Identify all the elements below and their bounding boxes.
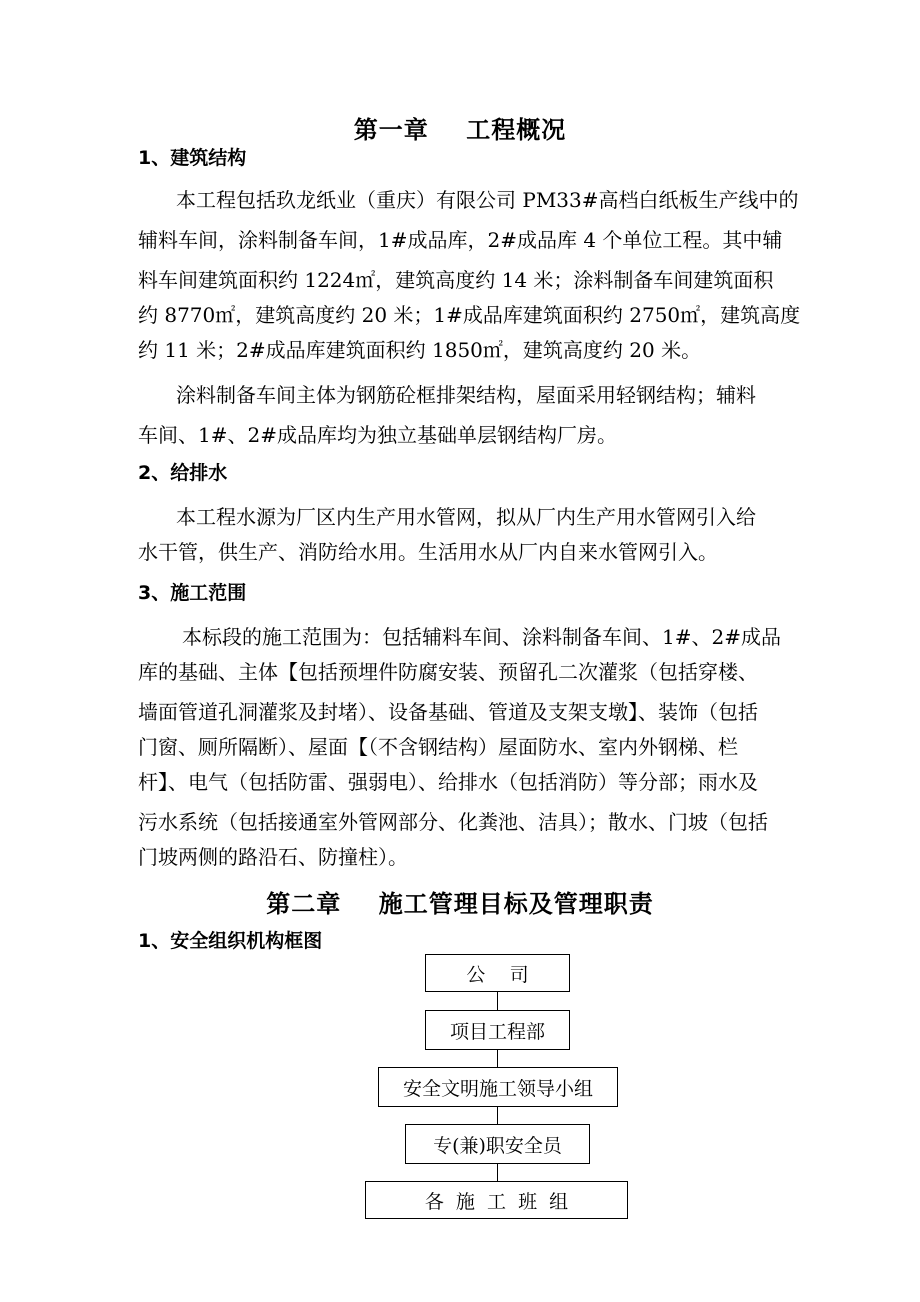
paragraph-line: 本工程包括玖龙纸业（重庆）有限公司 PM33#高档白纸板生产线中的 <box>176 188 799 212</box>
paragraph-line: 污水系统（包括接通室外管网部分、化粪池、洁具）；散水、门坡（包括 <box>138 810 768 834</box>
chapter-1-title: 第一章 工程概况 <box>353 116 567 144</box>
connector-line <box>497 992 498 1010</box>
connector-line <box>497 1050 498 1067</box>
paragraph-line: 水干管，供生产、消防给水用。生活用水从厂内自来水管网引入。 <box>138 540 718 564</box>
org-box-company: 公 司 <box>425 954 570 992</box>
connector-line <box>497 1164 498 1181</box>
connector-line <box>497 1107 498 1124</box>
paragraph-line: 杆】、电气（包括防雷、强弱电）、给排水（包括消防）等分部；雨水及 <box>138 770 758 794</box>
org-chart-heading: 1、安全组织机构框图 <box>138 930 323 952</box>
paragraph-line: 涂料制备车间主体为钢筋砼框排架结构，屋面采用轻钢结构；辅料 <box>176 383 756 407</box>
paragraph-line: 车间、1#、2#成品库均为独立基础单层钢结构厂房。 <box>138 423 617 447</box>
section-3-heading: 3、施工范围 <box>138 582 247 604</box>
paragraph-line: 本工程水源为厂区内生产用水管网，拟从厂内生产用水管网引入给 <box>176 505 756 529</box>
chapter-2-title: 第二章 施工管理目标及管理职责 <box>266 890 654 918</box>
org-box-safety-leadership: 安全文明施工领导小组 <box>378 1067 618 1107</box>
paragraph-line: 门窗、厕所隔断）、屋面【（不含钢结构）屋面防水、室内外钢梯、栏 <box>138 735 738 759</box>
org-box-safety-officer: 专(兼)职安全员 <box>405 1124 590 1164</box>
paragraph-line: 本标段的施工范围为：包括辅料车间、涂料制备车间、1#、2#成品 <box>182 625 781 649</box>
paragraph-line: 门坡两侧的路沿石、防撞柱）。 <box>138 845 408 869</box>
paragraph-line: 墙面管道孔洞灌浆及封堵）、设备基础、管道及支架支墩】、装饰（包括 <box>138 700 758 724</box>
paragraph-line: 辅料车间，涂料制备车间，1#成品库，2#成品库 4 个单位工程。其中辅 <box>138 228 783 252</box>
section-2-heading: 2、给排水 <box>138 462 228 484</box>
paragraph-line: 料车间建筑面积约 1224㎡，建筑高度约 14 米；涂料制备车间建筑面积 <box>138 268 774 292</box>
paragraph-line: 约 11 米；2#成品库建筑面积约 1850㎡，建筑高度约 20 米。 <box>138 338 702 362</box>
paragraph-line: 库的基础、主体【包括预埋件防腐安装、预留孔二次灌浆（包括穿楼、 <box>138 660 758 684</box>
section-1-heading: 1、建筑结构 <box>138 147 247 169</box>
org-box-project-dept: 项目工程部 <box>425 1010 570 1050</box>
org-box-work-teams: 各 施 工 班 组 <box>365 1181 628 1219</box>
paragraph-line: 约 8770㎡，建筑高度约 20 米；1#成品库建筑面积约 2750㎡，建筑高度 <box>138 303 801 327</box>
